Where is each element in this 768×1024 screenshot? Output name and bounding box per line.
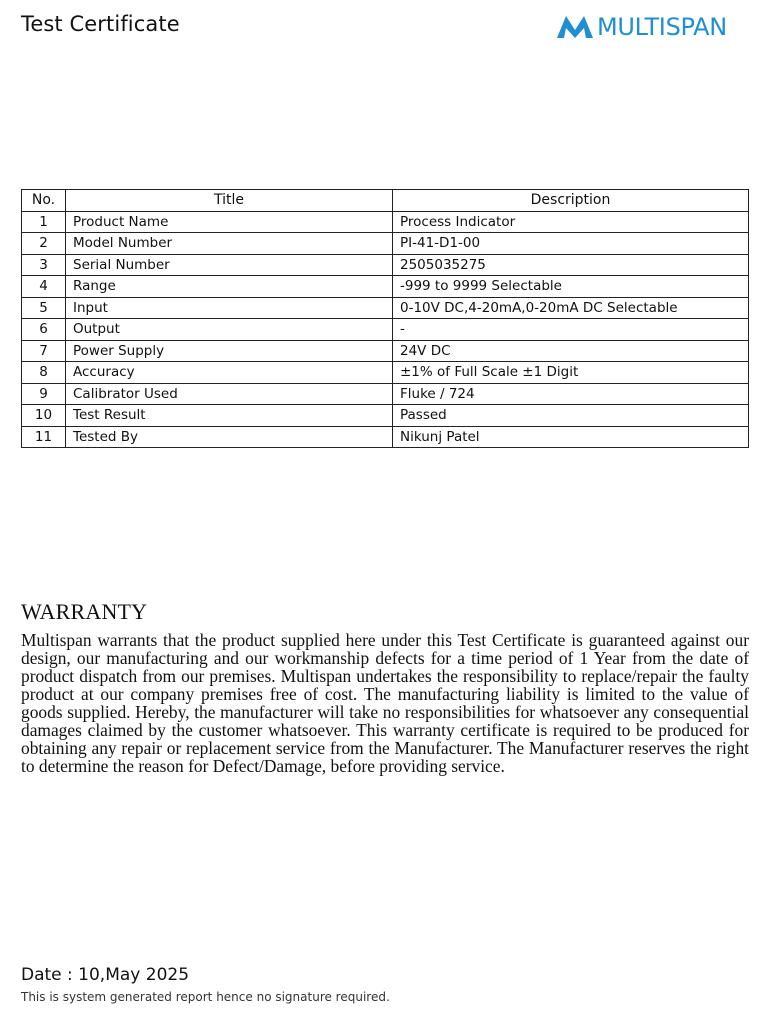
row-title: Test Result bbox=[66, 405, 393, 427]
row-description: Passed bbox=[393, 405, 749, 427]
row-title: Power Supply bbox=[66, 340, 393, 362]
row-title: Model Number bbox=[66, 233, 393, 255]
row-number: 10 bbox=[22, 405, 66, 427]
row-description: 2505035275 bbox=[393, 254, 749, 276]
row-number: 5 bbox=[22, 297, 66, 319]
column-header-description: Description bbox=[393, 190, 749, 212]
row-number: 7 bbox=[22, 340, 66, 362]
warranty-heading: WARRANTY bbox=[21, 599, 148, 624]
table-row bbox=[22, 383, 749, 405]
row-number: 9 bbox=[22, 383, 66, 405]
row-title: Range bbox=[66, 276, 393, 298]
column-header-no: No. bbox=[22, 190, 66, 212]
row-title: Serial Number bbox=[66, 254, 393, 276]
row-description: 24V DC bbox=[393, 340, 749, 362]
report-date: Date : 10,May 2025 bbox=[21, 965, 190, 985]
row-title: Accuracy bbox=[66, 362, 393, 384]
footer-note: This is system generated report hence no signature required. bbox=[21, 990, 390, 1004]
row-description: 0-10V DC,4-20mA,0-20mA DC Selectable bbox=[393, 297, 749, 319]
table-header-row bbox=[22, 190, 749, 212]
page-title: Test Certificate bbox=[21, 12, 180, 36]
row-description: Nikunj Patel bbox=[393, 426, 749, 448]
table-row bbox=[22, 426, 749, 448]
logo-text: MULTISPAN bbox=[597, 13, 727, 41]
row-number: 4 bbox=[22, 276, 66, 298]
row-number: 1 bbox=[22, 211, 66, 233]
row-title: Input bbox=[66, 297, 393, 319]
table-row bbox=[22, 211, 749, 233]
table-row bbox=[22, 319, 749, 341]
table-row bbox=[22, 405, 749, 427]
row-description: Process Indicator bbox=[393, 211, 749, 233]
table-row bbox=[22, 340, 749, 362]
row-description: ±1% of Full Scale ±1 Digit bbox=[393, 362, 749, 384]
table-row bbox=[22, 276, 749, 298]
multispan-logo bbox=[557, 14, 727, 40]
row-number: 2 bbox=[22, 233, 66, 255]
row-title: Tested By bbox=[66, 426, 393, 448]
table-row bbox=[22, 297, 749, 319]
row-title: Calibrator Used bbox=[66, 383, 393, 405]
row-number: 8 bbox=[22, 362, 66, 384]
table-row bbox=[22, 254, 749, 276]
multispan-logo-mark-icon bbox=[557, 16, 593, 38]
warranty-text: Multispan warrants that the product supplied here under this Test Certificate is guaranteed against our design, our manufacturing and our workmanship defects for a time period of 1 Year from the date of product dispatch from our premises. Multispan undertakes the responsibility to replace/repair the faulty product at our company premises free of cost. The manufacturing liability is limited to the value of goods supplied. Hereby, the manufacturer will take no responsibilities for whatsoever any consequential damages claimed by the customer whatsoever. This warranty certificate is required to be produced for obtaining any repair or replacement service from the Manufacturer. The Manufacturer reserves the right to determine the reason for Defect/Damage, before providing service. bbox=[21, 630, 749, 776]
row-description: -999 to 9999 Selectable bbox=[393, 276, 749, 298]
row-title: Product Name bbox=[66, 211, 393, 233]
row-number: 3 bbox=[22, 254, 66, 276]
table-row bbox=[22, 362, 749, 384]
row-description: - bbox=[393, 319, 749, 341]
table-row bbox=[22, 233, 749, 255]
specification-table bbox=[21, 189, 749, 448]
row-description: PI-41-D1-00 bbox=[393, 233, 749, 255]
column-header-title: Title bbox=[66, 190, 393, 212]
row-number: 6 bbox=[22, 319, 66, 341]
row-description: Fluke / 724 bbox=[393, 383, 749, 405]
row-title: Output bbox=[66, 319, 393, 341]
row-number: 11 bbox=[22, 426, 66, 448]
